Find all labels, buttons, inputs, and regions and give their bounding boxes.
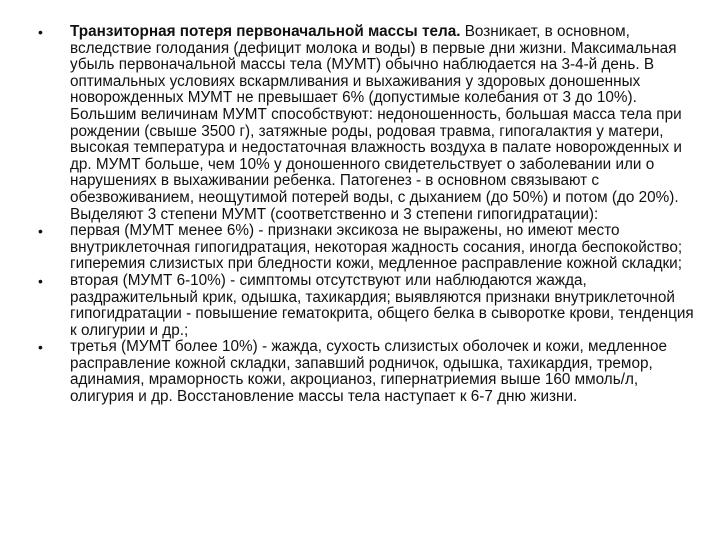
bullet-icon: • [38,223,43,240]
bullet-icon: • [38,272,43,289]
list-item [34,24,698,223]
item-text: вторая (МУМТ 6-10%) - симптомы отсутствуют или наблюдаются жажда, раздражительный крик, одышка, тахикардия; выявляются признаки внутриклеточной гипогидратации - повышение гематокрита, общего белка в сыворотке крови, тенденция к олигурии и др.; [70,271,694,339]
item-text: первая (МУМТ менее 6%) - признаки эксикоза не выражены, но имеют место внутриклеточная гипогидратация, некоторая жадность сосания, иногда беспокойство; гиперемия слизистых при бледности кожи, медленное расправление кожной складки; [70,222,683,273]
item-lead: Транзиторная потеря первоначальной массы тела. [70,23,461,40]
item-text: третья (МУМТ более 10%) - жажда, сухость слизистых оболочек и кожи, медленное расправление кожной складки, запавший родничок, одышка, тахикардия, тремор, адинамия, мраморность кожи, акроцианоз, гипернатриемия выше 160 ммоль/л, олигурия и др. Восстановление массы тела наступает к 6-7 дню жизни. [70,338,667,406]
bullet-list [34,24,698,406]
list-item [34,339,698,405]
list-item [34,223,698,273]
bullet-icon: • [38,339,43,356]
list-item [34,273,698,339]
bullet-icon: • [38,24,43,40]
item-text: Возникает, в основном, вследствие голодания (дефицит молока и воды) в первые дни жизни. Максимальная убыль первоначальной массы тела (МУМТ) обычно наблюдается на 3-4-й день. В оптимальных условиях вскармливания и выхаживания у здоровых доношенных новорожденных МУМТ не превышает 6% (допустимые колебания от 3 до 10%). Большим величинам МУМТ способствуют: недоношенность, большая масса тела при рождении (свыше 3500 г), затяжные роды, родовая травма, гипогалактия у матери, высокая температура и недостаточная влажность воздуха в палате новорожденных и др. МУМТ больше, чем 10% у доношенного свидетельствует о заболевании или о нарушениях в выхаживании ребенка. Патогенез - в основном связывают с обезвоживанием, неощутимой потерей воды, с дыханием (до 50%) и потом (до 20%). Выделяют 3 степени МУМТ (соответственно и 3 степени гипогидратации): [70,23,682,223]
